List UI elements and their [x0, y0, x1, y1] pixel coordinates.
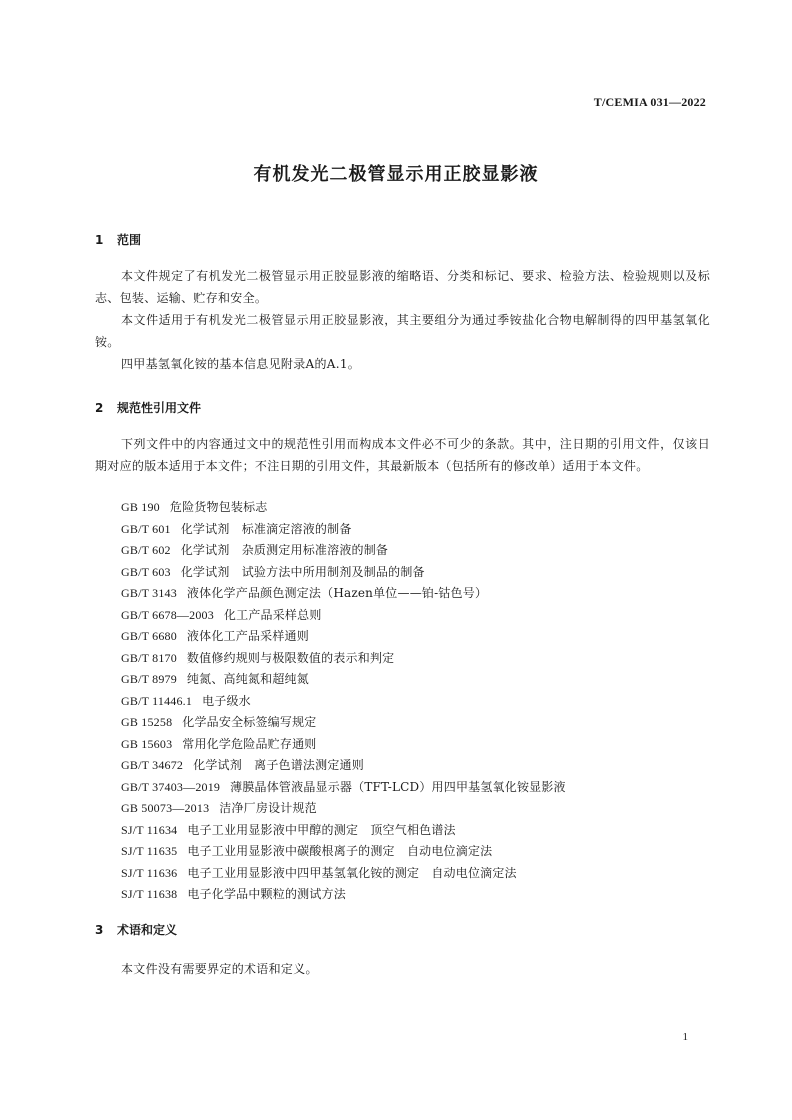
reference-title: 液体化工产品采样通则	[186, 629, 309, 643]
section-number: 3	[95, 923, 104, 937]
references-intro: 下列文件中的内容通过文中的规范性引用而构成本文件必不可少的条款。其中，注日期的引用文件，仅该日期对应的版本适用于本文件；不注日期的引用文件，其最新版本（包括所有的修改单）适用于本文件。	[95, 437, 710, 473]
reference-code: SJ/T 11638	[121, 887, 178, 901]
reference-item	[121, 626, 566, 648]
reference-list	[121, 497, 566, 906]
reference-item	[121, 540, 566, 562]
reference-title: 薄膜晶体管液晶显示器（TFT-LCD）用四甲基氢氧化铵显影液	[230, 779, 566, 794]
reference-item	[121, 691, 566, 713]
reference-item	[121, 863, 566, 885]
reference-item	[121, 777, 566, 799]
reference-code: GB 50073—2013	[121, 801, 210, 815]
reference-title: 化学试剂 试验方法中所用制剂及制品的制备	[180, 564, 425, 579]
section-title: 范围	[117, 233, 142, 247]
reference-item	[121, 497, 566, 519]
reference-title: 电子工业用显影液中甲醇的测定 顶空气相色谱法	[187, 822, 456, 837]
reference-title: 化学品安全标签编写规定	[182, 715, 317, 729]
reference-item	[121, 519, 566, 541]
reference-code: GB/T 11446.1	[121, 693, 193, 708]
reference-title: 危险货物包装标志	[169, 500, 268, 514]
reference-code: GB/T 34672	[121, 758, 184, 772]
reference-code: SJ/T 11635	[121, 844, 178, 858]
reference-code: GB/T 6680	[121, 629, 177, 643]
reference-code: GB 15603	[121, 736, 173, 751]
reference-code: GB/T 602	[121, 543, 171, 557]
section-1-heading	[95, 231, 141, 248]
scope-paragraph-3: 四甲基氢氧化铵的基本信息见附录A的A.1。	[121, 357, 361, 371]
reference-title: 化学试剂 杂质测定用标准溶液的制备	[180, 543, 389, 557]
reference-code: GB/T 601	[121, 521, 171, 536]
standard-code: T/CEMIA 031—2022	[593, 95, 706, 109]
reference-title: 化工产品采样总则	[223, 607, 322, 622]
section-title: 规范性引用文件	[117, 401, 202, 415]
reference-code: SJ/T 11634	[121, 822, 178, 837]
scope-paragraph-2: 本文件适用于有机发光二极管显示用正胶显影液，其主要组分为通过季铵盐化合物电解制得的四甲基氢氧化铵。	[95, 313, 710, 349]
reference-title: 常用化学危险品贮存通则	[182, 736, 317, 751]
reference-item	[121, 583, 566, 605]
reference-code: GB/T 8170	[121, 650, 177, 665]
section-2-heading	[95, 399, 201, 416]
reference-item	[121, 605, 566, 627]
reference-code: GB 190	[121, 500, 160, 514]
reference-title: 电子级水	[202, 693, 251, 708]
reference-title: 数值修约规则与极限数值的表示和判定	[186, 650, 395, 665]
section-title: 术语和定义	[117, 923, 178, 937]
reference-title: 纯氮、高纯氮和超纯氮	[186, 672, 309, 686]
page-number: 1	[682, 1031, 688, 1043]
reference-item	[121, 669, 566, 691]
reference-code: GB/T 603	[121, 564, 171, 579]
reference-item	[121, 820, 566, 842]
reference-title: 电子化学品中颗粒的测试方法	[187, 887, 346, 901]
reference-code: GB/T 3143	[121, 586, 177, 600]
reference-item	[121, 712, 566, 734]
document-title: 有机发光二极管显示用正胶显影液	[253, 164, 539, 185]
reference-item	[121, 734, 566, 756]
reference-item	[121, 755, 566, 777]
reference-item	[121, 884, 566, 906]
reference-code: GB/T 8979	[121, 672, 177, 686]
section-number: 1	[95, 233, 104, 247]
scope-paragraph-1: 本文件规定了有机发光二极管显示用正胶显影液的缩略语、分类和标记、要求、检验方法、检验规则以及标志、包装、运输、贮存和安全。	[95, 269, 710, 305]
reference-title: 化学试剂 标准滴定溶液的制备	[180, 521, 352, 536]
section-3-heading	[95, 921, 177, 938]
reference-title: 电子工业用显影液中四甲基氢氧化铵的测定 自动电位滴定法	[187, 865, 517, 880]
reference-code: GB/T 6678—2003	[121, 607, 214, 622]
reference-title: 液体化学产品颜色测定法（Hazen单位——铂-钴色号）	[186, 586, 488, 600]
reference-item	[121, 648, 566, 670]
reference-item	[121, 562, 566, 584]
reference-title: 洁净厂房设计规范	[219, 801, 317, 815]
reference-item	[121, 841, 566, 863]
reference-code: GB 15258	[121, 715, 173, 729]
reference-code: GB/T 37403—2019	[121, 779, 221, 794]
terms-paragraph: 本文件没有需要界定的术语和定义。	[121, 962, 318, 976]
reference-code: SJ/T 11636	[121, 865, 178, 880]
reference-title: 化学试剂 离子色谱法测定通则	[193, 758, 364, 772]
reference-title: 电子工业用显影液中碳酸根离子的测定 自动电位滴定法	[187, 844, 493, 858]
section-number: 2	[95, 401, 104, 415]
reference-item	[121, 798, 566, 820]
